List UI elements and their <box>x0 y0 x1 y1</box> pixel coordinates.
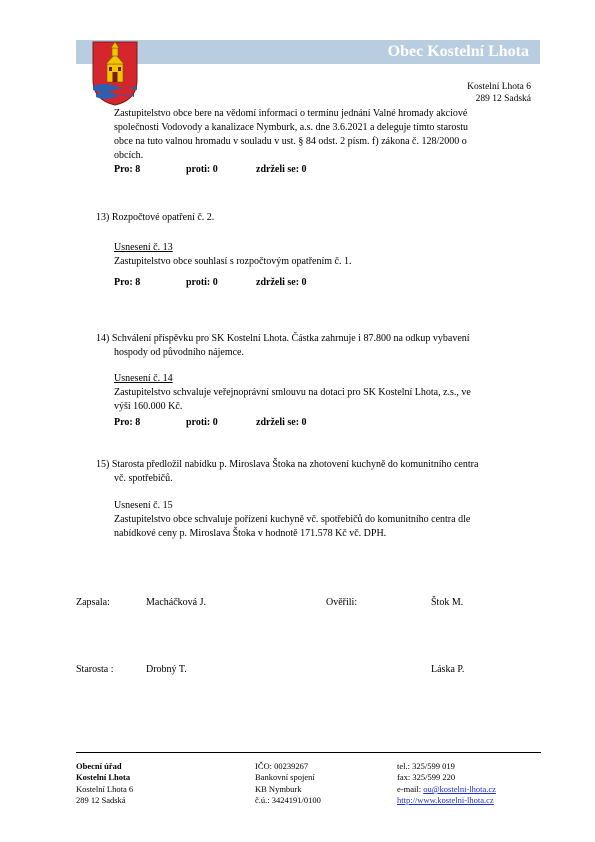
overili-name: Štok M. <box>431 597 464 608</box>
item12-line: Zastupitelstvo obce bere na vědomí informaci o termínu jednání Valné hromady akciové <box>114 108 468 119</box>
item12-line: společnosti Vodovody a kanalizace Nymburk, a.s. dne 3.6.2021 a deleguje tímto starostu <box>114 122 469 133</box>
item14-line: výši 160.000 Kč. <box>114 401 183 412</box>
item15-resolution-label: Usnesení č. 15 <box>114 500 173 511</box>
vote-pro: Pro: 8 <box>114 164 141 175</box>
footer-office: Kostelní Lhota <box>76 772 131 782</box>
vote-proti: proti: 0 <box>186 277 218 288</box>
item13-heading: 13) Rozpočtové opatření č. 2. <box>96 212 215 223</box>
footer-bank: KB Nymburk <box>255 784 302 794</box>
vote-pro: Pro: 8 <box>114 417 141 428</box>
vote-zdrzel: zdrželi se: 0 <box>256 277 307 288</box>
footer-ico: IČO: 00239267 <box>255 761 309 771</box>
item15-line: Zastupitelstvo obce schvaluje pořízení kuchyně vč. spotřebičů do komunitního centra dle <box>114 514 471 525</box>
starosta-label: Starosta : <box>76 664 114 675</box>
item13-line: Zastupitelstvo obce souhlasí s rozpočtovým opatřením č. 1. <box>114 256 352 267</box>
municipality-title: Obec Kostelní Lhota <box>387 43 529 60</box>
footer-office: Obecní úřad <box>76 761 122 771</box>
footer-email-label: e-mail: <box>397 784 424 794</box>
item14-line: Zastupitelstvo schvaluje veřejnoprávní smlouvu na dotaci pro SK Kostelní Lhota, z.s., ve <box>114 387 471 398</box>
vote-zdrzel: zdrželi se: 0 <box>256 164 307 175</box>
footer-tel: tel.: 325/599 019 <box>397 761 455 771</box>
vote-zdrzel: zdrželi se: 0 <box>256 417 307 428</box>
item15-heading: 15) Starosta předložil nabídku p. Miroslava Štoka na zhotovení kuchyně do komunitního centra <box>96 459 479 470</box>
coat-of-arms-icon <box>92 40 138 106</box>
footer-bank: Bankovní spojení <box>255 772 315 782</box>
footer-address: Kostelní Lhota 6 <box>76 784 134 794</box>
footer-account: č.ú.: 3424191/0100 <box>255 795 321 805</box>
footer-email-row <box>397 784 496 795</box>
footer-email-link[interactable]: ou@kostelni-lhota.cz <box>423 784 496 794</box>
address-line-1: Kostelní Lhota 6 <box>467 82 531 92</box>
vote-pro: Pro: 8 <box>114 277 141 288</box>
zapsala-name: Macháčková J. <box>146 597 206 608</box>
footer-address: 289 12 Sadská <box>76 795 126 805</box>
item14-heading: 14) Schválení příspěvku pro SK Kostelní Lhota. Částka zahrnuje i 87.800 na odkup vybavení <box>96 333 470 344</box>
item12-line: obcích. <box>114 150 144 161</box>
item12-line: obce na tuto valnou hromadu v souladu v ust. § 84 odst. 2 písm. f) zákona č. 128/2000 o <box>114 136 467 147</box>
footer-fax: fax: 325/599 220 <box>397 772 456 782</box>
footer-divider <box>76 752 541 753</box>
item14-heading: hospody od původního nájemce. <box>114 347 244 358</box>
item14-resolution-label: Usnesení č. 14 <box>114 373 173 384</box>
address-line-2: 289 12 Sadská <box>475 94 531 104</box>
starosta-name: Drobný T. <box>146 664 187 675</box>
item15-line: nabídkové ceny p. Miroslava Štoka v hodnotě 171.578 Kč vč. DPH. <box>114 528 387 539</box>
vote-proti: proti: 0 <box>186 417 218 428</box>
item15-heading: vč. spotřebičů. <box>114 473 173 484</box>
footer-web-link[interactable]: http://www.kostelni-lhota.cz <box>397 795 494 805</box>
second-verifier-name: Láska P. <box>431 664 465 675</box>
item13-resolution-label: Usnesení č. 13 <box>114 242 173 253</box>
zapsala-label: Zapsala: <box>76 597 110 608</box>
vote-proti: proti: 0 <box>186 164 218 175</box>
overili-label: Ověřili: <box>326 597 358 608</box>
